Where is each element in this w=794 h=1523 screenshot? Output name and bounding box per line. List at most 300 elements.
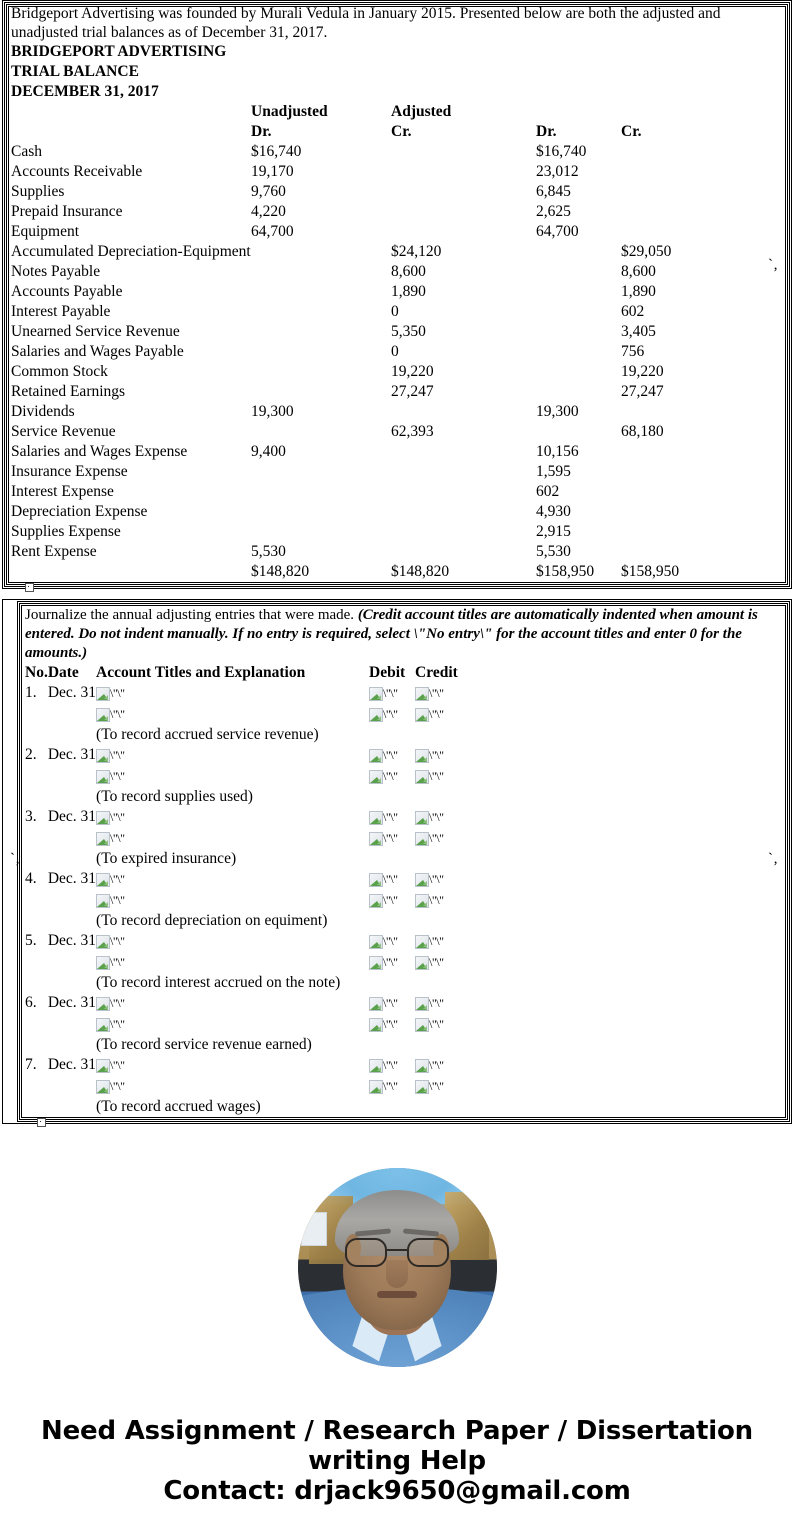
journal-entry-number-blank <box>22 1097 48 1117</box>
journal-entry-row <box>22 1076 785 1097</box>
broken-image-alt-text: \"\" <box>429 748 444 762</box>
broken-image-icon <box>96 749 110 763</box>
account-title-select-debit[interactable] <box>96 993 369 1014</box>
broken-image-icon-wrap <box>415 683 443 704</box>
journal-entry-date-blank <box>48 766 96 787</box>
credit-amount-input[interactable] <box>415 1055 785 1076</box>
account-title-select-debit[interactable] <box>96 683 369 704</box>
journal-entry-date: Dec. 31 <box>47 808 97 825</box>
tb-cell-unadjusted-cr <box>391 462 536 482</box>
tb-cell-adjusted-dr: 23,012 <box>536 163 579 180</box>
broken-image-alt-text: \"\" <box>383 707 398 721</box>
broken-image-icon <box>369 749 383 763</box>
broken-image-icon-wrap <box>369 1076 397 1097</box>
broken-image-icon <box>415 749 429 763</box>
journal-entry-explanation: (To record depreciation on equiment) <box>96 912 328 929</box>
promo-line-1: Need Assignment / Research Paper / Dissertation <box>41 1416 753 1446</box>
debit-amount-input[interactable] <box>369 993 415 1014</box>
tb-cell-adjusted-cr: 602 <box>621 303 645 320</box>
table-row <box>9 182 785 202</box>
broken-image-alt-text: \"\" <box>429 872 444 886</box>
tb-group-header-row <box>9 102 785 122</box>
tb-statement-date: DECEMBER 31, 2017 <box>11 83 159 100</box>
broken-image-icon-wrap <box>96 993 124 1014</box>
journal-outer-frame <box>2 599 792 1124</box>
broken-image-alt-text: \"\" <box>429 831 444 845</box>
tb-total-adjusted-dr: $158,950 <box>536 563 595 580</box>
tb-cell-unadjusted-dr <box>251 282 391 302</box>
credit-amount-input[interactable] <box>415 869 785 890</box>
account-title-select-debit[interactable] <box>96 745 369 766</box>
gutter-mark-right-top: `‚ <box>768 257 778 273</box>
journal-entry-explanation: (To expired insurance) <box>96 850 237 867</box>
journal-entry-date-blank <box>48 1014 96 1035</box>
journal-entry-row <box>22 931 785 952</box>
broken-image-alt-text: \"\" <box>110 769 125 783</box>
tb-cell-unadjusted-dr <box>251 362 391 382</box>
broken-image-icon-wrap <box>369 952 397 973</box>
broken-image-icon <box>415 894 429 908</box>
tb-cell-account: Supplies Expense <box>11 523 121 540</box>
journal-entry-explanation: (To record supplies used) <box>96 788 253 805</box>
trial-balance-inner-frame <box>6 4 788 585</box>
journal-col-debit: Debit <box>369 664 406 681</box>
table-row <box>9 222 785 242</box>
table-row <box>9 202 785 222</box>
table-row <box>9 342 785 362</box>
broken-image-icon <box>96 770 110 784</box>
tb-cell-adjusted-dr: 6,845 <box>536 183 571 200</box>
broken-image-icon <box>369 894 383 908</box>
journal-debit-blank <box>369 787 415 807</box>
tb-cell-adjusted-cr <box>621 202 785 222</box>
journal-credit-blank <box>415 1035 785 1055</box>
broken-image-alt-text: \"\" <box>383 810 398 824</box>
journal-entry-number-blank <box>22 952 48 973</box>
broken-image-icon-wrap <box>369 828 397 849</box>
journal-entry-row <box>22 766 785 787</box>
broken-image-icon-wrap <box>96 869 124 890</box>
account-title-select-debit[interactable] <box>96 807 369 828</box>
journal-entry-row <box>22 828 785 849</box>
journal-entry-number-blank <box>22 849 48 869</box>
broken-image-icon <box>96 956 110 970</box>
tb-cell-unadjusted-cr: $24,120 <box>391 243 442 260</box>
broken-image-alt-text: \"\" <box>383 748 398 762</box>
broken-image-alt-text: \"\" <box>110 1079 125 1093</box>
tb-cell-adjusted-cr <box>621 182 785 202</box>
broken-image-icon-wrap <box>415 766 443 787</box>
broken-image-alt-text: \"\" <box>110 748 125 762</box>
broken-image-alt-text: \"\" <box>429 707 444 721</box>
account-title-select-credit[interactable] <box>96 1076 369 1097</box>
broken-image-alt-text: \"\" <box>110 707 125 721</box>
tb-cell-adjusted-cr: 1,890 <box>621 283 656 300</box>
journal-explanation-row <box>22 787 785 807</box>
credit-amount-input[interactable] <box>415 952 785 973</box>
account-title-select-credit[interactable] <box>96 890 369 911</box>
tb-cell-unadjusted-cr: 0 <box>391 343 399 360</box>
journal-credit-blank <box>415 725 785 745</box>
tb-cell-unadjusted-cr: 8,600 <box>391 263 426 280</box>
credit-amount-input[interactable] <box>415 1014 785 1035</box>
journal-instruction-emphasis: (Credit account titles are automatically indented when amount is entered. Do not indent manually. If no entry is required, select \"No entry\" for the account titles and enter 0 for the amounts.) <box>25 607 758 661</box>
tb-total-adjusted-cr: $158,950 <box>621 563 680 580</box>
broken-image-icon <box>369 1080 383 1094</box>
broken-image-alt-text: \"\" <box>429 893 444 907</box>
account-title-select-credit[interactable] <box>96 1014 369 1035</box>
credit-amount-input[interactable] <box>415 828 785 849</box>
tb-cell-unadjusted-dr <box>251 462 391 482</box>
debit-amount-input[interactable] <box>369 704 415 725</box>
journal-explanation-row <box>22 911 785 931</box>
broken-image-icon-wrap <box>415 828 443 849</box>
broken-image-icon <box>369 1018 383 1032</box>
journal-entry-date: Dec. 31 <box>47 1056 97 1073</box>
broken-image-alt-text: \"\" <box>383 1017 398 1031</box>
broken-image-icon-wrap <box>96 1055 124 1076</box>
journal-debit-blank <box>369 725 415 745</box>
tb-cell-adjusted-dr <box>536 362 621 382</box>
journal-entry-number: 1. <box>25 684 37 701</box>
trial-balance-table <box>9 102 785 582</box>
journal-instruction-plain: Journalize the annual adjusting entries that were made. <box>25 607 355 623</box>
broken-image-alt-text: \"\" <box>383 769 398 783</box>
tb-cell-unadjusted-cr: 62,393 <box>391 423 434 440</box>
credit-amount-input[interactable] <box>415 683 785 704</box>
tb-cell-unadjusted-dr: 19,300 <box>251 403 294 420</box>
tb-cell-account: Insurance Expense <box>11 463 128 480</box>
journal-entry-date: Dec. 31 <box>47 746 97 763</box>
table-row <box>9 302 785 322</box>
broken-image-alt-text: \"\" <box>429 934 444 948</box>
broken-image-icon <box>369 770 383 784</box>
broken-image-icon-wrap <box>96 704 124 725</box>
broken-image-alt-text: \"\" <box>110 1017 125 1031</box>
tb-cell-account: Unearned Service Revenue <box>11 323 180 340</box>
tb-cell-unadjusted-cr <box>391 502 536 522</box>
debit-amount-input[interactable] <box>369 828 415 849</box>
broken-image-icon-wrap <box>415 869 443 890</box>
table-row <box>9 522 785 542</box>
tb-cell-account: Dividends <box>11 403 75 420</box>
credit-amount-input[interactable] <box>415 807 785 828</box>
journal-entry-number-blank <box>22 828 48 849</box>
tb-group-unadjusted: Unadjusted <box>251 103 328 120</box>
broken-image-alt-text: \"\" <box>383 686 398 700</box>
account-title-select-credit[interactable] <box>96 704 369 725</box>
broken-image-icon <box>369 1059 383 1073</box>
broken-image-icon-wrap <box>415 1055 443 1076</box>
account-title-select-credit[interactable] <box>96 952 369 973</box>
broken-image-icon <box>369 997 383 1011</box>
debit-amount-input[interactable] <box>369 952 415 973</box>
avatar-wall-panel <box>301 1212 327 1246</box>
tb-cell-unadjusted-cr <box>391 402 536 422</box>
promo-line-3: Contact: drjack9650@gmail.com <box>163 1476 631 1506</box>
journal-debit-blank <box>369 1097 415 1117</box>
journal-entry-number-blank <box>22 1035 48 1055</box>
tb-total-unadjusted-cr: $148,820 <box>391 563 450 580</box>
tb-cell-adjusted-cr: $29,050 <box>621 243 672 260</box>
tb-cell-adjusted-cr <box>621 402 785 422</box>
tb-cell-unadjusted-dr <box>251 482 391 502</box>
tb-cell-unadjusted-dr <box>251 262 391 282</box>
debit-amount-input[interactable] <box>369 807 415 828</box>
tb-cell-adjusted-dr: 4,930 <box>536 503 571 520</box>
broken-image-icon <box>415 1018 429 1032</box>
journal-col-credit: Credit <box>415 664 458 681</box>
broken-image-alt-text: \"\" <box>429 996 444 1010</box>
tb-group-adjusted: Adjusted <box>391 103 452 120</box>
tb-body <box>9 142 785 582</box>
broken-image-icon <box>415 1080 429 1094</box>
journal-entry-explanation: (To record accrued service revenue) <box>96 726 319 743</box>
debit-amount-input[interactable] <box>369 869 415 890</box>
tb-cell-adjusted-cr <box>621 522 785 542</box>
tb-cell-adjusted-cr: 19,220 <box>621 363 664 380</box>
tb-cell-unadjusted-dr: 9,400 <box>251 443 286 460</box>
journal-entry-row <box>22 869 785 890</box>
journal-col-account: Account Titles and Explanation <box>96 664 306 681</box>
broken-image-icon-wrap <box>96 890 124 911</box>
journal-entry-date: Dec. 31 <box>47 994 97 1011</box>
journal-body <box>22 683 785 1117</box>
account-title-select-credit[interactable] <box>96 828 369 849</box>
tb-cell-adjusted-dr: 2,915 <box>536 523 571 540</box>
credit-amount-input[interactable] <box>415 1076 785 1097</box>
tb-cell-unadjusted-cr <box>391 202 536 222</box>
tb-cell-adjusted-cr <box>621 162 785 182</box>
table-row <box>9 142 785 162</box>
gutter-mark-right-mid: `‚ <box>768 851 778 867</box>
tb-col-unadjusted-cr: Cr. <box>391 123 412 140</box>
intro-line-1: Bridgeport Advertising was founded by Murali Vedula in January 2015. Presented below are both the adjusted and <box>11 5 721 22</box>
broken-image-icon-wrap <box>369 993 397 1014</box>
tb-cell-unadjusted-cr <box>391 142 536 162</box>
journal-credit-blank <box>415 973 785 993</box>
table-row <box>9 322 785 342</box>
tb-cell-adjusted-dr <box>536 262 621 282</box>
tb-cell-unadjusted-cr <box>391 182 536 202</box>
tb-total-account <box>9 562 251 582</box>
broken-image-alt-text: \"\" <box>429 769 444 783</box>
journal-col-date: Date <box>47 664 79 681</box>
tb-cell-adjusted-cr <box>621 142 785 162</box>
table-row <box>9 502 785 522</box>
broken-image-icon <box>415 956 429 970</box>
broken-image-icon <box>96 894 110 908</box>
broken-image-icon <box>96 873 110 887</box>
journal-entry-date-blank <box>48 1076 96 1097</box>
debit-amount-input[interactable] <box>369 1076 415 1097</box>
broken-image-icon-wrap <box>415 704 443 725</box>
journal-entry-date-blank <box>48 704 96 725</box>
broken-image-icon-wrap <box>369 1055 397 1076</box>
debit-amount-input[interactable] <box>369 890 415 911</box>
table-row <box>9 402 785 422</box>
journal-content <box>21 605 786 1118</box>
tb-group-pad-2 <box>621 102 785 122</box>
table-row <box>9 262 785 282</box>
journal-resize-handle[interactable] <box>37 1118 46 1127</box>
promo-footer <box>0 1372 794 1506</box>
broken-image-icon <box>96 811 110 825</box>
journal-entry-row <box>22 890 785 911</box>
journal-entry-number: 3. <box>25 808 37 825</box>
broken-image-alt-text: \"\" <box>383 872 398 886</box>
tb-cell-unadjusted-dr: $16,740 <box>251 143 302 160</box>
broken-image-alt-text: \"\" <box>110 893 125 907</box>
journal-entry-number: 4. <box>25 870 37 887</box>
journal-explanation-row <box>22 849 785 869</box>
journal-entry-row <box>22 1014 785 1035</box>
journal-entry-explanation: (To record interest accrued on the note) <box>96 974 341 991</box>
tb-cell-unadjusted-dr <box>251 302 391 322</box>
account-title-select-debit[interactable] <box>96 931 369 952</box>
avatar-lens-left <box>345 1238 387 1267</box>
tb-cell-unadjusted-dr <box>251 322 391 342</box>
tb-cell-unadjusted-dr <box>251 502 391 522</box>
tb-cell-unadjusted-cr <box>391 222 536 242</box>
tb-cell-account: Accounts Receivable <box>11 163 143 180</box>
broken-image-icon <box>96 935 110 949</box>
tb-cell-account: Interest Expense <box>11 483 114 500</box>
journal-explanation-row <box>22 725 785 745</box>
tb-cell-account: Salaries and Wages Expense <box>11 443 188 460</box>
intro-paragraph <box>9 4 785 42</box>
tb-cell-account: Equipment <box>11 223 80 240</box>
journal-entry-row <box>22 993 785 1014</box>
avatar-mouth <box>377 1291 417 1298</box>
credit-amount-input[interactable] <box>415 993 785 1014</box>
table-row <box>9 462 785 482</box>
table-row <box>9 382 785 402</box>
tb-cell-account: Common Stock <box>11 363 108 380</box>
avatar <box>298 1168 497 1367</box>
journal-entry-explanation: (To record service revenue earned) <box>96 1036 312 1053</box>
broken-image-icon-wrap <box>415 931 443 952</box>
debit-amount-input[interactable] <box>369 683 415 704</box>
debit-amount-input[interactable] <box>369 745 415 766</box>
trial-balance-mid-frame <box>4 2 790 587</box>
broken-image-icon <box>415 811 429 825</box>
tb-cell-adjusted-dr: 1,595 <box>536 463 571 480</box>
broken-image-icon-wrap <box>96 931 124 952</box>
avatar-lens-right <box>407 1238 449 1267</box>
broken-image-alt-text: \"\" <box>110 996 125 1010</box>
tb-cell-adjusted-dr <box>536 382 621 402</box>
broken-image-alt-text: \"\" <box>110 955 125 969</box>
tb-cell-unadjusted-dr <box>251 342 391 362</box>
journal-debit-blank <box>369 911 415 931</box>
avatar-nose <box>386 1260 408 1288</box>
journal-debit-blank <box>369 849 415 869</box>
broken-image-icon <box>96 997 110 1011</box>
credit-amount-input[interactable] <box>415 931 785 952</box>
tb-cell-adjusted-cr: 8,600 <box>621 263 656 280</box>
broken-image-alt-text: \"\" <box>383 831 398 845</box>
account-title-select-debit[interactable] <box>96 869 369 890</box>
broken-image-icon-wrap <box>96 1076 124 1097</box>
credit-amount-input[interactable] <box>415 890 785 911</box>
tb-cell-unadjusted-dr <box>251 522 391 542</box>
tb-cell-account: Salaries and Wages Payable <box>11 343 184 360</box>
journal-entry-number: 2. <box>25 746 37 763</box>
tb-cell-unadjusted-cr <box>391 522 536 542</box>
tb-resize-handle[interactable] <box>25 583 34 592</box>
journal-entry-number-blank <box>22 725 48 745</box>
tb-cell-unadjusted-dr <box>251 422 391 442</box>
broken-image-alt-text: \"\" <box>383 934 398 948</box>
journal-explanation-row <box>22 1097 785 1117</box>
debit-amount-input[interactable] <box>369 1014 415 1035</box>
tb-cell-adjusted-cr <box>621 502 785 522</box>
broken-image-icon <box>369 708 383 722</box>
tb-cell-adjusted-dr: 602 <box>536 483 560 500</box>
broken-image-alt-text: \"\" <box>383 893 398 907</box>
tb-cell-adjusted-cr <box>621 222 785 242</box>
account-title-select-credit[interactable] <box>96 766 369 787</box>
broken-image-icon <box>369 832 383 846</box>
broken-image-alt-text: \"\" <box>383 1079 398 1093</box>
journal-entry-date-blank <box>48 952 96 973</box>
broken-image-icon <box>415 770 429 784</box>
tb-cell-unadjusted-dr: 19,170 <box>251 163 294 180</box>
tb-cell-adjusted-cr: 3,405 <box>621 323 656 340</box>
credit-amount-input[interactable] <box>415 745 785 766</box>
broken-image-icon-wrap <box>415 993 443 1014</box>
debit-amount-input[interactable] <box>369 1055 415 1076</box>
tb-cell-unadjusted-cr: 1,890 <box>391 283 426 300</box>
tb-cell-adjusted-dr <box>536 342 621 362</box>
table-row <box>9 442 785 462</box>
debit-amount-input[interactable] <box>369 931 415 952</box>
credit-amount-input[interactable] <box>415 766 785 787</box>
broken-image-alt-text: \"\" <box>429 686 444 700</box>
credit-amount-input[interactable] <box>415 704 785 725</box>
intro-line-2: unadjusted trial balances as of December 31, 2017. <box>11 24 328 41</box>
tb-cell-unadjusted-dr: 5,530 <box>251 543 286 560</box>
broken-image-icon-wrap <box>369 745 397 766</box>
account-title-select-debit[interactable] <box>96 1055 369 1076</box>
tb-cell-adjusted-dr: 19,300 <box>536 403 579 420</box>
broken-image-alt-text: \"\" <box>429 955 444 969</box>
broken-image-alt-text: \"\" <box>110 810 125 824</box>
journal-entry-date: Dec. 31 <box>47 870 97 887</box>
tb-cell-unadjusted-dr: 4,220 <box>251 203 286 220</box>
journal-entry-date-blank <box>48 725 96 745</box>
journal-entry-number: 6. <box>25 994 37 1011</box>
tb-cell-adjusted-dr: 64,700 <box>536 223 579 240</box>
journal-explanation-row <box>22 973 785 993</box>
tb-cell-account: Service Revenue <box>11 423 116 440</box>
tb-group-pad-1 <box>536 102 621 122</box>
tb-column-header-row <box>9 122 785 142</box>
journal-header-row <box>22 663 785 683</box>
debit-amount-input[interactable] <box>369 766 415 787</box>
tb-cell-unadjusted-dr <box>251 242 391 262</box>
tb-cell-adjusted-dr <box>536 302 621 322</box>
broken-image-icon <box>96 708 110 722</box>
broken-image-icon <box>415 832 429 846</box>
tb-cell-account: Notes Payable <box>11 263 101 280</box>
journal-entry-date-blank <box>48 1097 96 1117</box>
tb-cell-adjusted-cr <box>621 442 785 462</box>
broken-image-icon-wrap <box>96 766 124 787</box>
journal-entry-date: Dec. 31 <box>47 932 97 949</box>
broken-image-alt-text: \"\" <box>110 831 125 845</box>
